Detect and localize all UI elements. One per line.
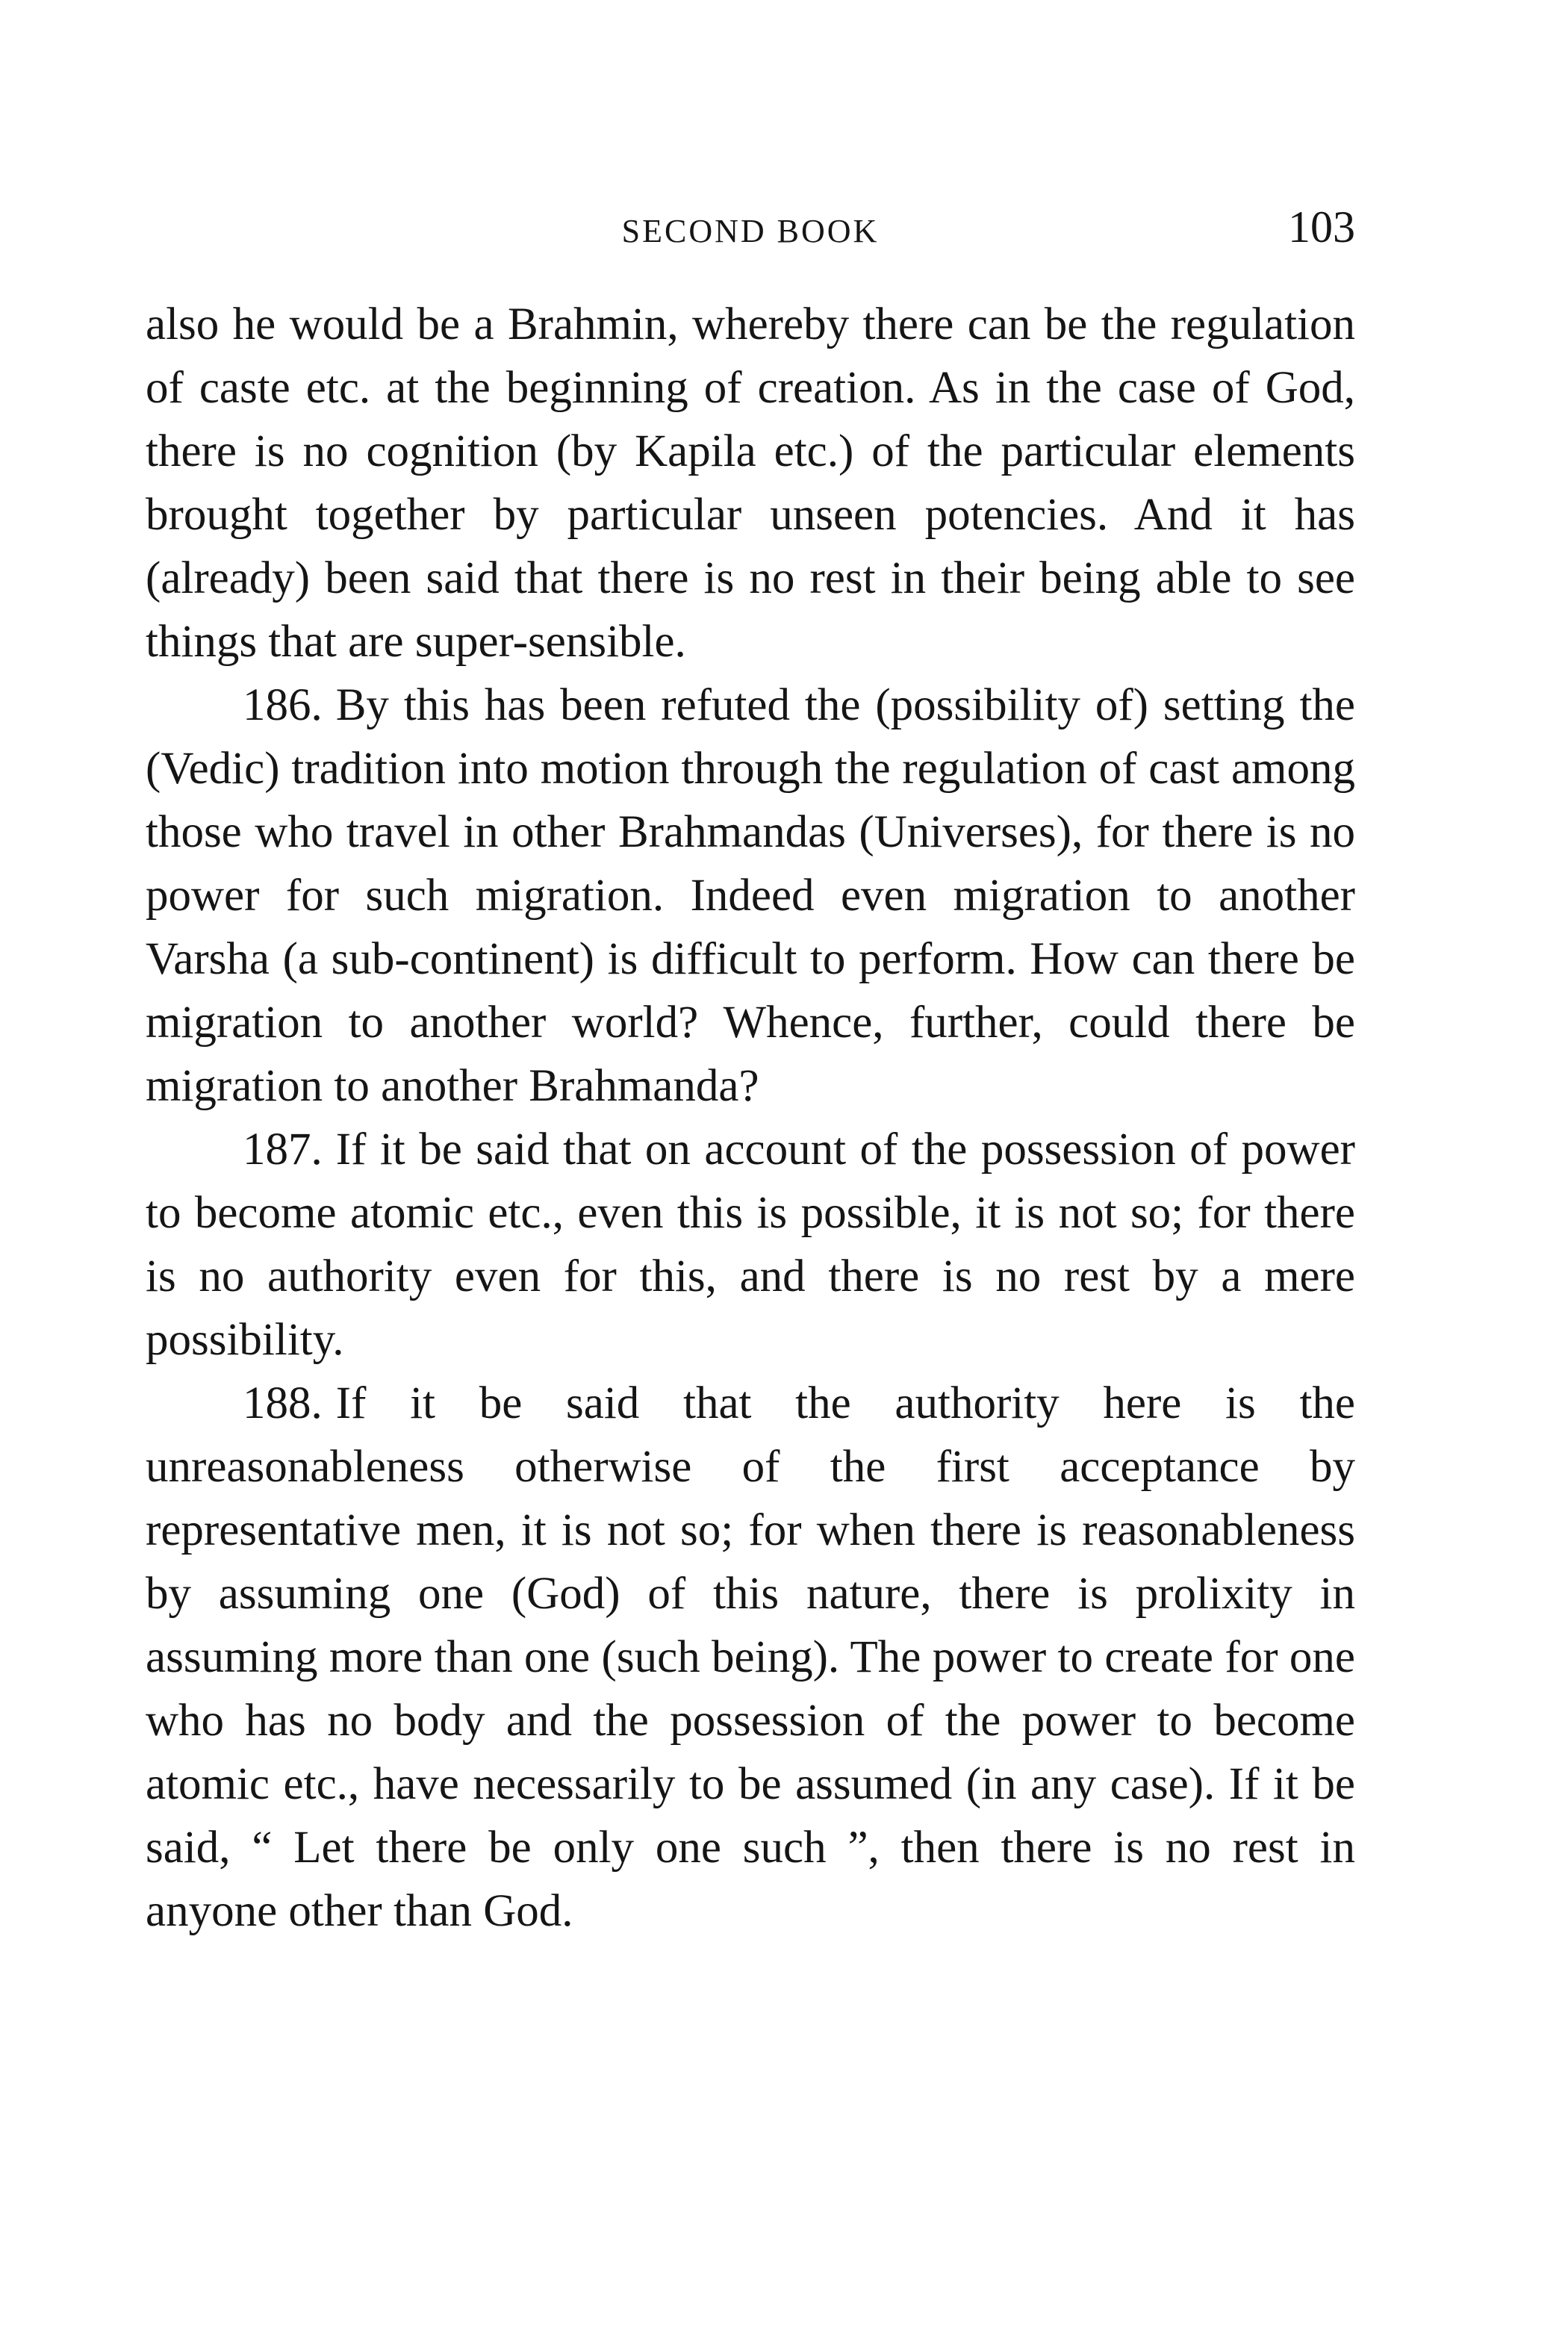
page-header — [146, 202, 1355, 269]
paragraph-number: 188. — [243, 1378, 323, 1428]
paragraph-188 — [146, 1372, 1355, 1943]
paragraph-187 — [146, 1118, 1355, 1372]
paragraph-number: 187. — [243, 1124, 323, 1175]
running-head: SECOND BOOK — [621, 213, 880, 249]
paragraph-text: also he would be a Brahmin, whereby there can be the regulation of caste etc. at the beginning of creation. As in the case of God, there is no cognition (by Kapila etc.) of the particular elements brought together by particular unseen potencies. And it has (already) been said that there is no rest in their being able to see things that are super-sensible. — [146, 299, 1355, 667]
paragraph-continuation — [146, 293, 1355, 673]
paragraph-text: If it be said that the authority here is the unreasonableness otherwise of the first acceptance by representative men, it is not so; for when there is reasonableness by assuming one (God) of this nature, there is prolixity in assuming more than one (such being). The power to create for one who has no body and the possession of the power to become atomic etc., have necessarily to be assumed (in any case). If it be said, “ Let there be only one such ”, then there is no rest in anyone other than God. — [146, 1378, 1355, 1936]
page-number: 103 — [1288, 202, 1355, 252]
paragraph-text: By this has been refuted the (possibility of) setting the (Vedic) tradition into motion through the regulation of cast among those who travel in other Brahmandas (Universes), for there is no power for such migration. Indeed even migration to another Varsha (a sub-continent) is difficult to perform. How can there be migration to another world? Whence, further, could there be migration to another Brahmanda? — [146, 680, 1355, 1111]
paragraph-number: 186. — [243, 680, 323, 730]
page-body — [146, 293, 1355, 1943]
paragraph-text: If it be said that on account of the possession of power to become atomic etc., even this is possible, it is not so; for there is no authority even for this, and there is no rest by a mere possibility. — [146, 1124, 1355, 1365]
paragraph-186 — [146, 673, 1355, 1118]
